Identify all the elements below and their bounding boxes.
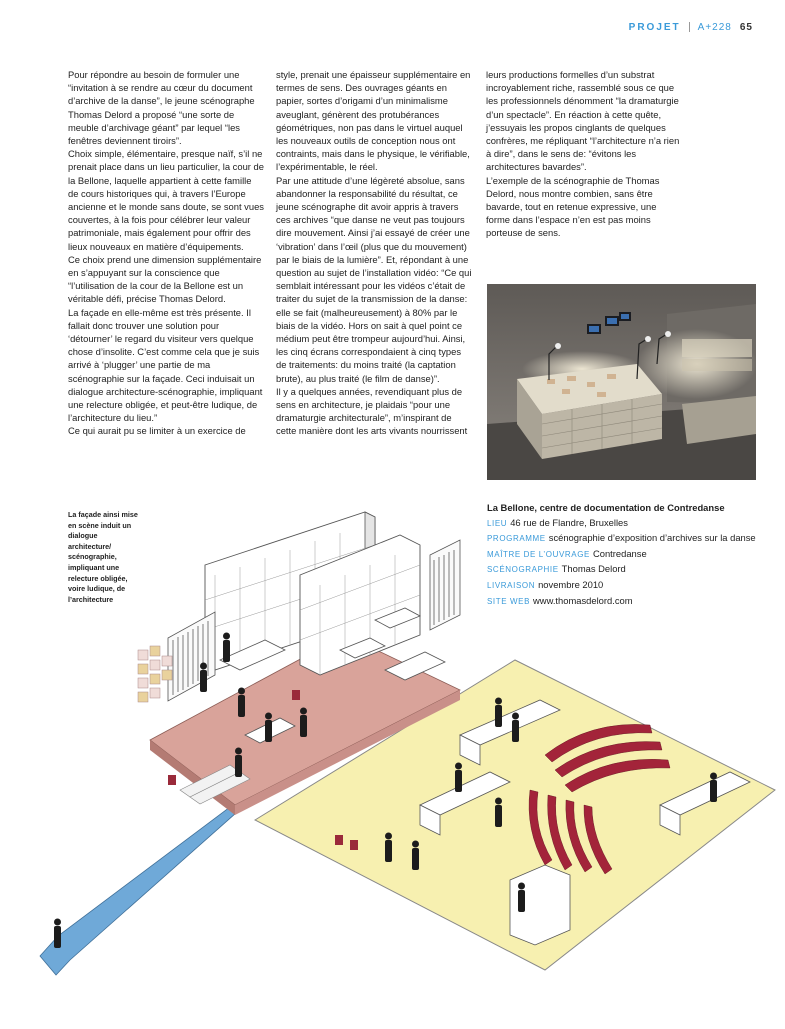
paragraph: Pour répondre au besoin de formuler une “invitation à se rendre au cœur du document d’archive de la danse”, le jeune scénographe Thomas Delord a proposé “une sorte de meuble d’archivage géant” par lequel “les fenêtres deviennent tiroirs”.	[68, 69, 255, 147]
project-title: La Bellone, centre de documentation de Contredanse	[487, 502, 725, 513]
paragraph: Ce choix prend une dimension supplémentaire en s’appuyant sur la conscience que “l’utilisation de la cour de la Bellone est un véritable défi, précise Thomas Delord.	[68, 253, 262, 305]
article-column-2	[276, 68, 472, 438]
article-column-1	[68, 68, 264, 438]
info-value: scénographie d’exposition d’archives sur la danse	[548, 532, 756, 544]
page-header	[629, 22, 753, 33]
info-value: novembre 2010	[538, 578, 604, 590]
paragraph: Ce qui aurait pu se limiter à un exercice de	[68, 425, 246, 437]
paragraph: La façade en elle-même est très présente. Il fallait donc trouver une solution pour ‘détourner’ le regard du visiteur vers quelque chose d’insolite. C’est comme cela que je suis arrivé à ‘plugger’ une partie de ma scénographie sur la façade. Ceci induisait un dialogue architecture-scénographie, impliquant une relecture obligée, et peut-être ludique, de l’architecture du lieu.”	[68, 306, 263, 424]
paragraph: leurs productions formelles d’un substrat incroyablement riche, rassemblé sous ce que les professionnels dénomment “la dramaturgie d’un spectacle”. En réaction à cette quête, j’essuyais les propos cinglants de quelques confrères, me répliquant “l’architecture n’a rien à dire”, dans le sens de: “évitons les architectures bavardes”.	[486, 69, 680, 173]
info-label: MAÎTRE DE L’OUVRAGE	[487, 549, 590, 559]
section-label: PROJET	[628, 22, 681, 33]
info-label: PROGRAMME	[487, 534, 546, 544]
paragraph: L’exemple de la scénographie de Thomas Delord, nous montre combien, sans être bavarde, tout en retenue expressive, une forme dans l’espace n’en est pas moins porteuse de sens.	[486, 174, 660, 239]
issue-number: A+228	[697, 22, 732, 33]
bookshelf	[168, 612, 215, 701]
isometric-plan	[0, 490, 785, 1024]
article-column-3	[486, 68, 682, 240]
info-value: Thomas Delord	[561, 563, 626, 575]
paragraph: style, prenait une épaisseur supplémentaire en termes de sens. Des ouvrages géants en papier, sortes d’origami d’un minimalisme aveuglant, génèrent des protubérances géométriques, non pas dans le virtuel auquel les nouveaux outils de conception nous ont contraints, mais dans le physique, le vérifiable, l’expérimentable, le réel.	[276, 69, 471, 173]
paragraph: Par une attitude d’une légèreté absolue, sans abandonner la responsabilité du résultat, ce jeune scénographe dit avoir appris à travers ces archives “que danse ne veut pas toujours dire mouvement. Ainsi j’ai essayé de créer une ‘vibration’ dans l’œil (plus que du mouvement) par le biais de la lumière”. Et, répondant à une question au sujet de l’installation vidéo: “Ce qui semblait intéressant pour les vidéos c’était de traiter du sujet de la transmission de la danse: elle se fait (malheureusement) à 80% par le biais de la vidéo. Hors on sait à quel point ce médium peut être trompeur aujourd’hui. Ainsi, les cinq écrans correspondaient à cinq types de traitements: du moins traité (la captation brute), au plus traité (le film de danse)”.	[276, 174, 472, 384]
drawing-caption: La façade ainsi mise en scène induit un dialogue architecture/ scénographie, impliquant une relecture obligée, voire ludique, de l’architecture	[68, 510, 138, 604]
info-value: 46 rue de Flandre, Bruxelles	[510, 516, 628, 528]
drawer-grid	[138, 646, 172, 702]
paragraph: Choix simple, élémentaire, presque naïf, s’il ne prenait place dans un lieu particulier, la cour de la Bellone, laquelle appartient à cette famille de cours historiques qui, à travers l’Europe ancienne et le monde sans doute, se sont vues couvertes, à la fois pour célébrer leur valeur patrimoniale, mais également pour offrir des lieux nouveaux en matière d’équipements.	[68, 148, 264, 252]
info-label: SCÉNOGRAPHIE	[487, 565, 559, 575]
exhibition-photo	[487, 284, 756, 480]
paragraph: Il y a quelques années, revendiquant plus de sens en architecture, je plaidais “pour une dramaturgie architecturale”, m’inspirant de cette manière dont les arts vivants nourrissent	[276, 385, 468, 437]
page-number: 65	[739, 22, 753, 33]
header-divider	[689, 22, 690, 32]
bookshelf-right	[430, 540, 460, 630]
info-label: LIEU	[487, 518, 508, 528]
info-label: SITE WEB	[487, 596, 531, 606]
info-value[interactable]: www.thomasdelord.com	[533, 594, 633, 606]
walkway	[40, 786, 262, 975]
isometric-plan-drawing	[0, 490, 785, 1024]
photo-illustration	[487, 284, 756, 480]
info-label: LIVRAISON	[487, 580, 536, 590]
info-value: Contredanse	[592, 547, 647, 559]
